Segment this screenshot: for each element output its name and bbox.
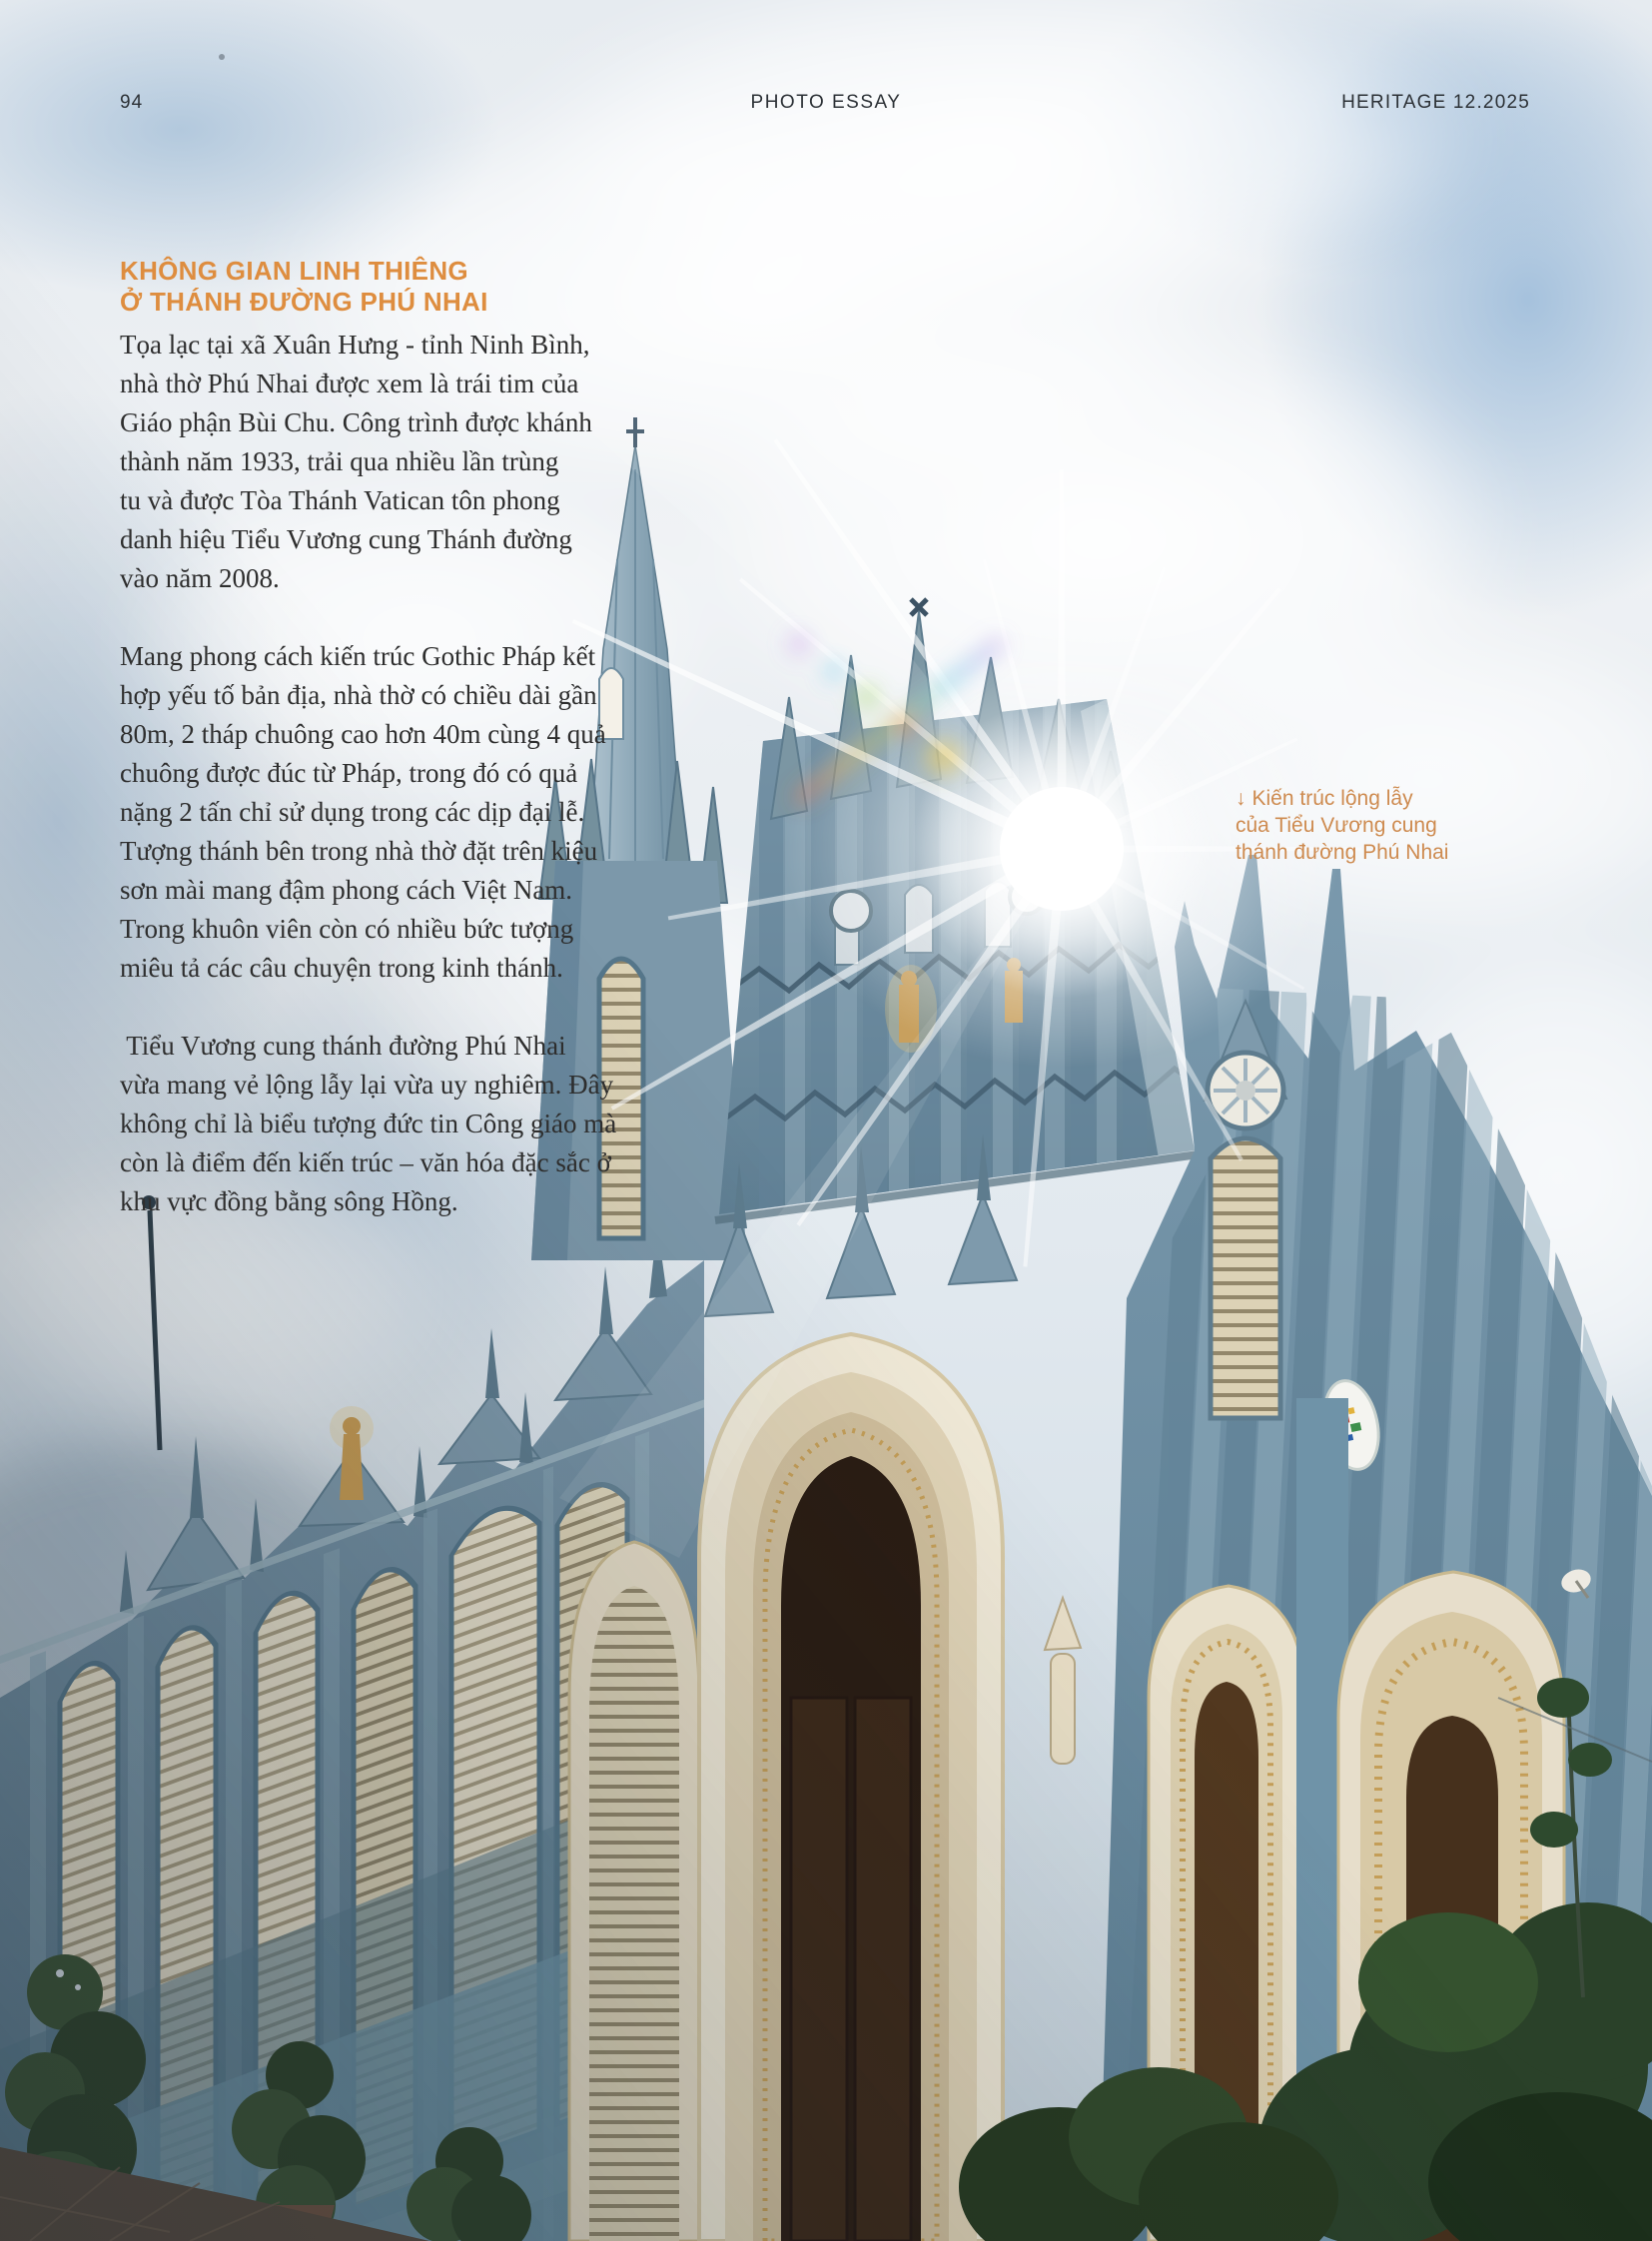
- heading-line: KHÔNG GIAN LINH THIÊNG: [120, 256, 468, 286]
- article-body: [120, 326, 616, 1260]
- text-line: khu vực đồng bằng sông Hồng.: [120, 1186, 458, 1216]
- caption-text: Kiến trúc lộng lẫy: [1251, 787, 1413, 810]
- text-line: chuông được đúc từ Pháp, trong đó có quả: [120, 758, 578, 788]
- text-line: 80m, 2 tháp chuông cao hơn 40m cùng 4 quả: [120, 719, 606, 749]
- text-line: tu và được Tòa Thánh Vatican tôn phong: [120, 485, 560, 515]
- issue-label: HERITAGE 12.2025: [1341, 92, 1530, 113]
- text-line: không chỉ là biểu tượng đức tin Công giáo mà: [120, 1109, 617, 1138]
- text-line: Trong khuôn viên còn có nhiều bức tượng: [120, 914, 574, 944]
- text-line: vào năm 2008.: [120, 563, 280, 593]
- text-line: Giáo phận Bùi Chu. Công trình được khánh: [120, 407, 592, 437]
- text-line: Tượng thánh bên trong nhà thờ đặt trên kiệu: [120, 836, 598, 866]
- text-line: danh hiệu Tiểu Vương cung Thánh đường: [120, 524, 572, 554]
- text-line: Tọa lạc tại xã Xuân Hưng - tỉnh Ninh Bình,: [120, 330, 590, 360]
- caption-line: thánh đường Phú Nhai: [1236, 841, 1449, 864]
- heading-line: Ở THÁNH ĐƯỜNG PHÚ NHAI: [120, 287, 488, 317]
- text-line: miêu tả các câu chuyện trong kinh thánh.: [120, 953, 563, 983]
- section-title: PHOTO ESSAY: [750, 92, 902, 113]
- body-paragraph: [120, 637, 616, 988]
- body-paragraph: [120, 1027, 616, 1221]
- caption-line: của Tiểu Vương cung: [1236, 814, 1437, 837]
- text-line: thành năm 1933, trải qua nhiều lần trùng: [120, 446, 559, 476]
- page-header: [0, 92, 1652, 116]
- page-number: 94: [120, 92, 144, 113]
- text-line: nhà thờ Phú Nhai được xem là trái tim của: [120, 369, 579, 398]
- caption-line: [1236, 785, 1448, 812]
- article-heading: [120, 256, 488, 318]
- text-line: vừa mang vẻ lộng lẫy lại vừa uy nghiêm. Đây: [120, 1070, 614, 1100]
- text-line: Tiểu Vương cung thánh đường Phú Nhai: [120, 1031, 566, 1061]
- text-line: sơn mài mang đậm phong cách Việt Nam.: [120, 875, 573, 905]
- text-line: Mang phong cách kiến trúc Gothic Pháp kết: [120, 641, 596, 671]
- body-paragraph: [120, 326, 616, 598]
- photo-caption: [1236, 785, 1448, 866]
- text-line: còn là điểm đến kiến trúc – văn hóa đặc sắc ở: [120, 1147, 611, 1177]
- down-arrow-icon: ↓: [1236, 787, 1246, 810]
- text-line: hợp yếu tố bản địa, nhà thờ có chiều dài gần: [120, 680, 597, 710]
- text-line: nặng 2 tấn chỉ sử dụng trong các dịp đại lễ.: [120, 797, 585, 827]
